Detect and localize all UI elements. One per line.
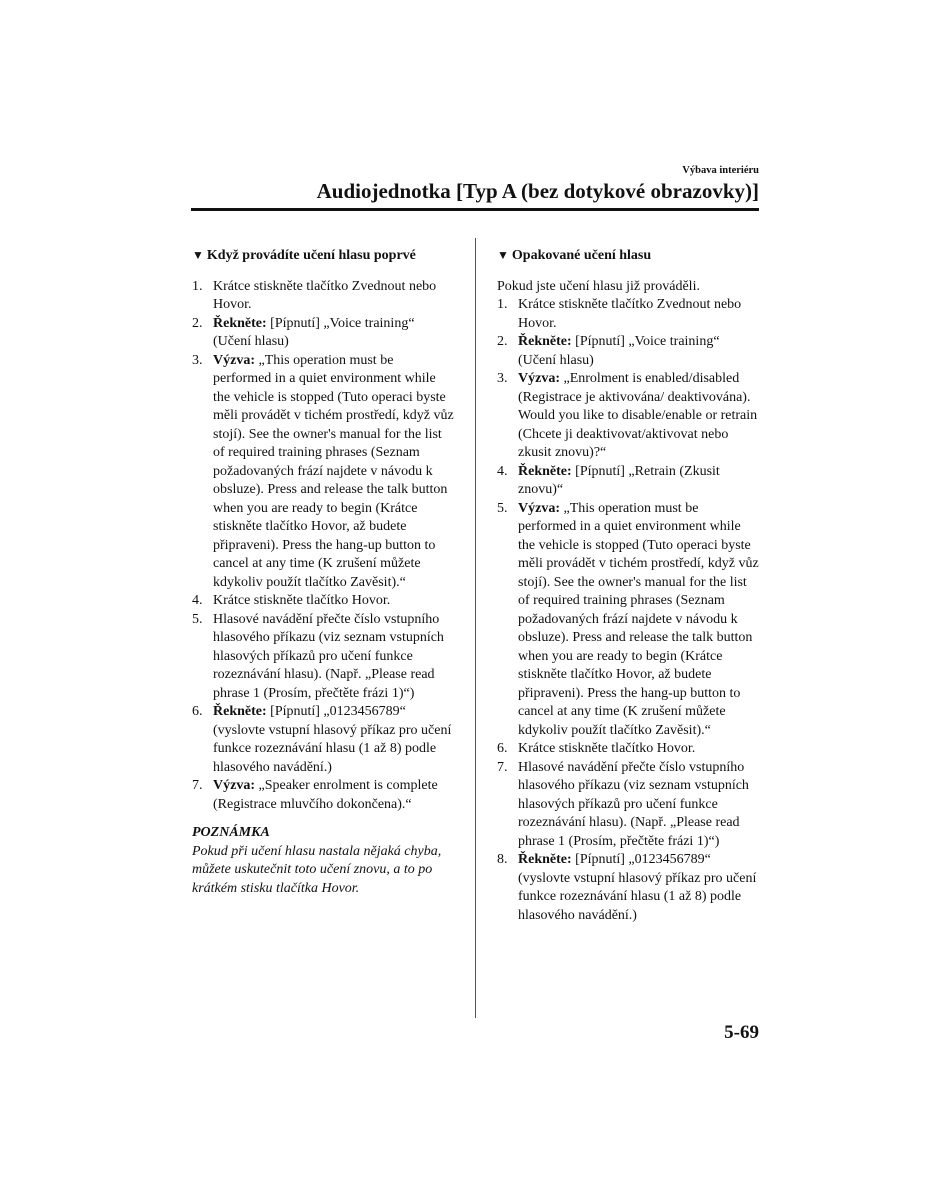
step-label: Výzva:: [213, 778, 255, 793]
step-label: Řekněte:: [518, 852, 572, 867]
left-step-list: [192, 278, 454, 815]
list-item: [497, 333, 759, 370]
step-text: [213, 315, 454, 352]
step-number: 3.: [497, 371, 508, 386]
list-item: [192, 315, 454, 352]
step-number: 3.: [192, 352, 203, 368]
list-item: [192, 592, 454, 611]
step-number: 2.: [192, 315, 203, 331]
list-item: [192, 611, 454, 704]
step-number: 1.: [497, 297, 508, 312]
step-number: 4.: [497, 463, 508, 479]
step-text: [518, 740, 759, 759]
step-body: „Speaker enrolment is complete (Registrace mluvčího dokončena).“: [213, 778, 438, 812]
step-text: [518, 370, 759, 463]
step-number: 4.: [192, 593, 203, 608]
step-label: Řekněte:: [213, 315, 267, 331]
step-text: [213, 703, 454, 777]
page-title: Audiojednotka [Typ A (bez dotykové obrazovky)]: [316, 179, 759, 203]
list-item: [192, 777, 454, 814]
right-heading-text: Opakované učení hlasu: [511, 248, 652, 263]
note-text: Pokud při učení hlasu nastala nějaká chyba, můžete uskutečnit toto učení znovu, a to po krátkém stisku tlačítka Hovor.: [192, 843, 442, 896]
list-item: [497, 500, 759, 741]
note-heading: POZNÁMKA: [192, 825, 270, 840]
step-number: 5.: [192, 611, 203, 627]
step-label: Výzva:: [213, 352, 255, 368]
list-item: [497, 370, 759, 463]
left-heading-text: Když provádíte učení hlasu poprvé: [206, 248, 416, 263]
step-label: Řekněte:: [518, 334, 572, 349]
list-item: [497, 463, 759, 500]
column-divider: [475, 238, 476, 1018]
step-body: „This operation must be performed in a quiet environment while the vehicle is stopped (Tuto operaci byste měli provádět v tichém prostředí, když vůz stojí). See the owner's manual for the list of required training phrases (Seznam požadovaných frází najdete v návodu k obsluze). Press and release the talk button when you are ready to begin (Krátce stiskněte tlačítko Hovor, až budete připraveni). Press the hang-up button to cancel at any time (K zrušení můžete kdykoliv použít tlačítko Zavěsit).“: [213, 352, 454, 590]
list-item: [497, 759, 759, 852]
page-number: 5-69: [724, 1022, 759, 1043]
step-text: [213, 777, 454, 814]
step-body: Hlasové navádění přečte číslo vstupního hlasového příkazu (viz seznam vstupních hlasových příkazů pro učení funkce rozeznávání hlasu). (Např. „Please read phrase 1 (Prosím, přečtěte frázi 1)“): [213, 611, 444, 701]
step-number: 7.: [497, 759, 508, 775]
triangle-down-icon: ▼: [192, 248, 204, 262]
list-item: [497, 851, 759, 925]
step-text: [213, 611, 454, 704]
step-body: [Pípnutí] „Voice training“ (Učení hlasu): [518, 334, 720, 368]
step-number: 1.: [192, 278, 203, 294]
step-number: 5.: [497, 500, 508, 516]
step-label: Řekněte:: [213, 704, 267, 719]
step-number: 6.: [192, 704, 203, 719]
step-body: „Enrolment is enabled/disabled (Registrace je aktivována/ deaktivována). Would you like to disable/enable or retrain (Chcete ji deaktivovat/aktivovat nebo zkusit znovu)?“: [518, 371, 758, 460]
list-item: [192, 352, 454, 593]
step-body: Krátce stiskněte tlačítko Hovor.: [518, 741, 696, 756]
right-step-list: [497, 296, 759, 925]
list-item: [497, 296, 759, 333]
step-label: Výzva:: [518, 500, 560, 516]
step-number: 6.: [497, 741, 508, 756]
step-text: [518, 333, 759, 370]
step-number: 7.: [192, 778, 203, 793]
left-section-heading: [192, 246, 454, 266]
step-label: Výzva:: [518, 371, 560, 386]
left-column: [192, 246, 454, 898]
list-item: [497, 740, 759, 759]
step-body: Hlasové navádění přečte číslo vstupního hlasového příkazu (viz seznam vstupních hlasových příkazů pro učení funkce rozeznávání hlasu). (Např. „Please read phrase 1 (Prosím, přečtěte frázi 1)“): [518, 759, 749, 849]
step-body: Krátce stiskněte tlačítko Zvednout nebo Hovor.: [518, 297, 742, 331]
right-section-heading: [497, 246, 759, 266]
step-body: Krátce stiskněte tlačítko Hovor.: [213, 593, 391, 608]
step-text: [518, 500, 759, 741]
step-body: Krátce stiskněte tlačítko Zvednout nebo Hovor.: [213, 278, 437, 312]
step-body: [Pípnutí] „Retrain (Zkusit znovu)“: [518, 463, 720, 497]
step-text: [213, 278, 454, 315]
step-text: [213, 352, 454, 593]
step-text: [213, 592, 454, 611]
step-body: [Pípnutí] „Voice training“ (Učení hlasu): [213, 315, 415, 349]
step-body: „This operation must be performed in a quiet environment while the vehicle is stopped (Tuto operaci byste měli provádět v tichém prostředí, když vůz stojí). See the owner's manual for the list of required training phrases (Seznam požadovaných frází najdete v návodu k obsluze). Press and release the talk button when you are ready to begin (Krátce stiskněte tlačítko Hovor, až budete připraveni). Press the hang-up button to cancel at any time (K zrušení můžete kdykoliv použít tlačítko Zavěsit).“: [518, 500, 759, 738]
right-column: [497, 246, 759, 925]
section-label: Výbava interiéru: [682, 165, 759, 176]
step-number: 2.: [497, 334, 508, 349]
step-body: [Pípnutí] „0123456789“ (vyslovte vstupní hlasový příkaz pro učení funkce rozeznávání hlasu (1 až 8) podle hlasového navádění.): [518, 852, 757, 923]
title-rule: [191, 208, 759, 211]
step-text: [518, 463, 759, 500]
step-number: 8.: [497, 852, 508, 867]
triangle-down-icon: ▼: [497, 248, 509, 262]
list-item: [192, 278, 454, 315]
step-text: [518, 851, 759, 925]
intro-text: Pokud jste učení hlasu již prováděli.: [497, 278, 700, 294]
list-item: [192, 703, 454, 777]
step-label: Řekněte:: [518, 463, 572, 479]
step-text: [518, 759, 759, 852]
step-body: [Pípnutí] „0123456789“ (vyslovte vstupní hlasový příkaz pro učení funkce rozeznávání hlasu (1 až 8) podle hlasového navádění.): [213, 704, 452, 775]
step-text: [518, 296, 759, 333]
